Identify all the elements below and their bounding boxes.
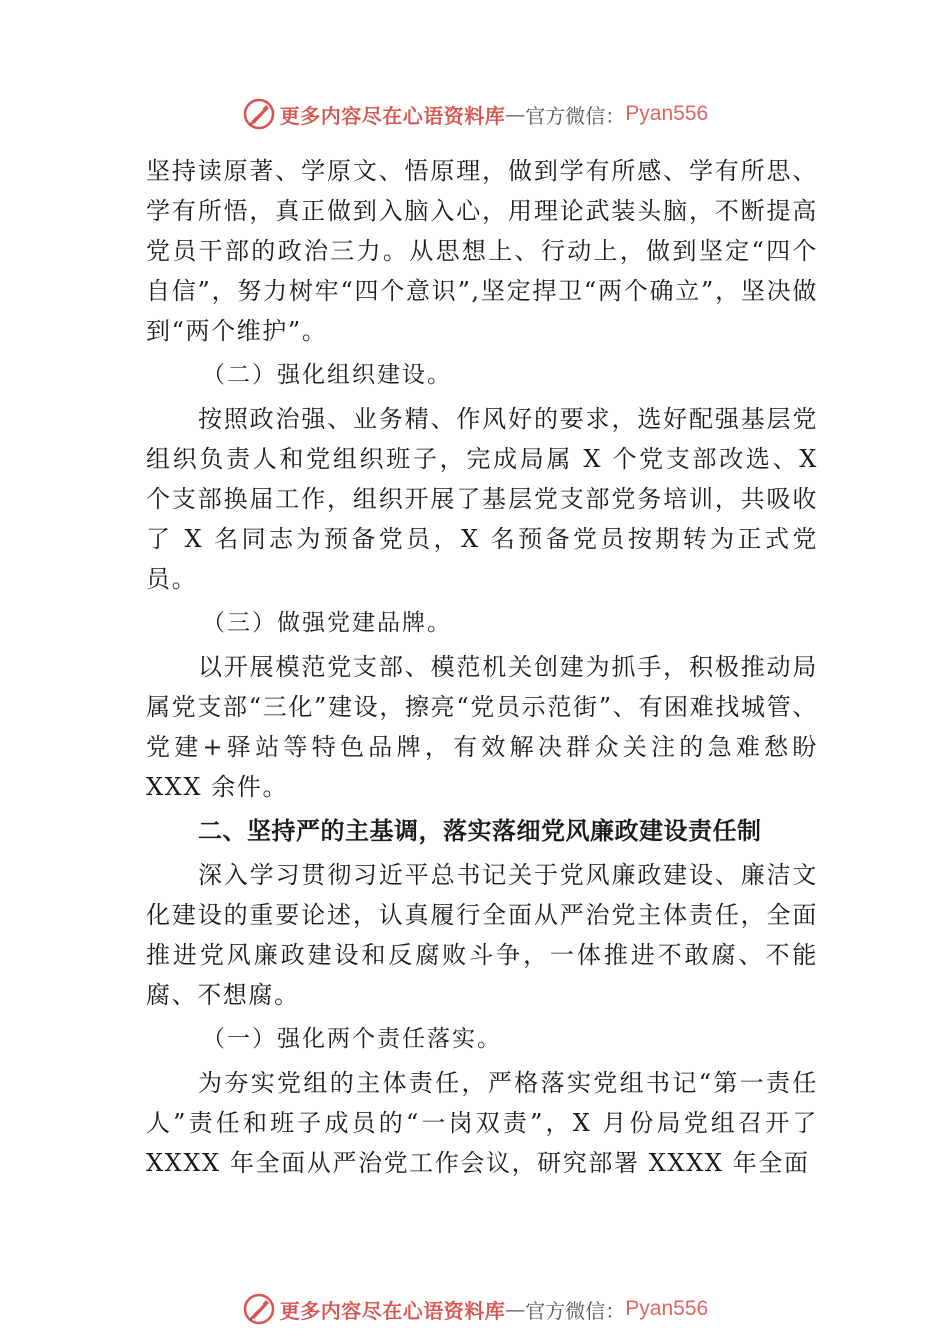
watermark-banner-bottom	[0, 1289, 950, 1329]
watermark-wechat-label: 官方微信：	[525, 103, 626, 128]
quill-pen-icon	[242, 1292, 276, 1326]
watermark-dash: —	[505, 102, 526, 126]
section-heading-integrity: 二、坚持严的主基调，落实落细党风廉政建设责任制	[198, 817, 762, 845]
watermark-wechat-label: 官方微信：	[525, 1298, 626, 1323]
subheading-two-responsibilities: （一）强化两个责任落实。	[202, 1026, 502, 1052]
paragraph-study-theory: 坚持读原著、学原文、悟原理，做到学有所感、学有所思、 学有所悟，真正做到入脑入心，用理论武装头脑，不断提高党员干部的政治三力。从思想上、行动上，做到坚定“四个自信”，努力树牢“四个意识”,坚定捍卫“两个确立”，坚决做到“两个维护”。	[146, 157, 818, 345]
paragraph-integrity-study: 深入学习贯彻习近平总书记关于党风廉政建设、廉洁文化建设的重要论述，认真履行全面从严治党主体责任，全面推进党风廉政建设和反腐败斗争，一体推进不敢腐、不能腐、不想腐。	[146, 861, 818, 1009]
paragraph-two-responsibilities: 为夯实党组的主体责任，严格落实党组书记“第一责任人”责任和班子成员的“一岗双责”，X 月份局党组召开了 XXXX 年全面从严治党工作会议，研究部署 XXXX 年全面	[146, 1069, 818, 1177]
watermark-site-text: 更多内容尽在心语资料库	[279, 1298, 506, 1323]
subheading-party-brand: （三）做强党建品牌。	[202, 610, 452, 636]
watermark-wechat-id: Pyan556	[625, 102, 709, 125]
watermark-site-text: 更多内容尽在心语资料库	[279, 103, 506, 128]
paragraph-party-brand: 以开展模范党支部、模范机关创建为抓手，积极推动局属党支部“三化”建设，擦亮“党员示范街”、有困难找城管、 党建+驿站等特色品牌，有效解决群众关注的急难愁盼 XXX 余件。	[146, 653, 818, 801]
quill-pen-icon	[242, 97, 276, 131]
paragraph-organization-building: 按照政治强、业务精、作风好的要求，选好配强基层党组织负责人和党组织班子，完成局属 X 个党支部改选、X 个支部换届工作，组织开展了基层党支部党务培训，共吸收了 X 名同志为预备党员，X 名预备党员按期转为正式党员。	[146, 405, 818, 593]
watermark-dash: —	[505, 1297, 526, 1321]
watermark-wechat-id: Pyan556	[625, 1297, 709, 1320]
document-body	[146, 151, 818, 1183]
watermark-banner-top	[0, 94, 950, 134]
subheading-organization-building: （二）强化组织建设。	[202, 362, 452, 388]
